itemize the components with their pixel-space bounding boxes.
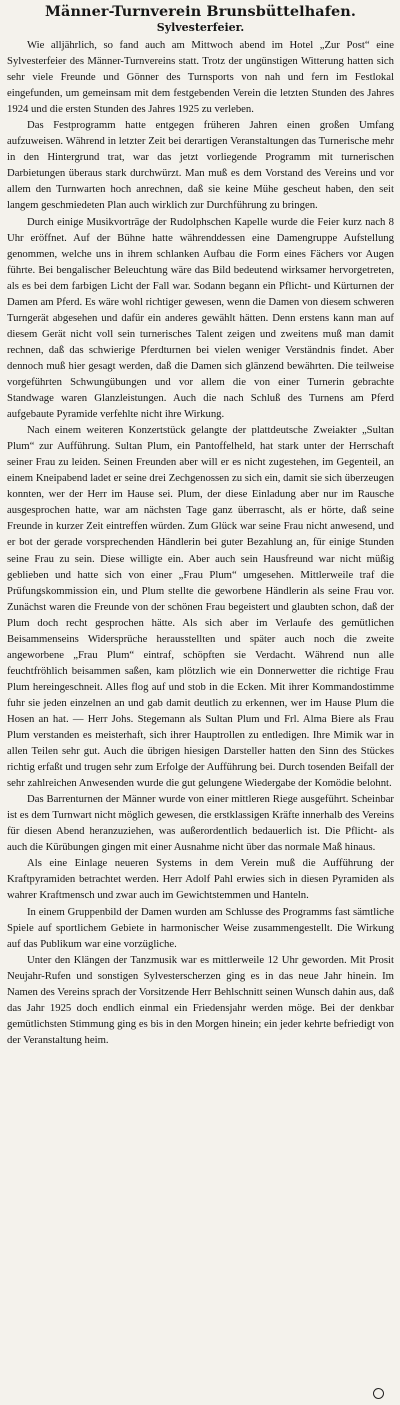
paragraph-bars: Das Barrenturnen der Männer wurde von einer mittleren Riege ausgeführt. Scheinbar ist es dem Turnwart nicht möglich gewesen, die erstklassigen Kräfte innerhalb des Vereins für diesen Abend heranzuziehen, was außerordentlich bedauerlich ist. Die Pflicht- als auch die Kürübungen gingen mit einer Ausnahme nicht über das normale Maß hinaus. <box>7 793 394 854</box>
article-body <box>7 37 394 1048</box>
article-subtitle: Sylvesterfeier. <box>156 21 245 34</box>
paragraph-group-picture: In einem Gruppenbild der Damen wurden am Schlusse des Programms fast sämtliche Spiele auf sportlichem Gebiete in harmonischer Weise zusammengestellt. Die Wirkung auf das Publikum war eine vorzügliche. <box>7 905 394 950</box>
end-mark-circle-icon <box>373 1388 384 1399</box>
article-title: Männer-Turnverein Brunsbüttelhafen. <box>45 3 356 20</box>
paragraph-pyramids: Als eine Einlage neueren Systems in dem Verein muß die Aufführung der Kraftpyramiden betrachtet werden. Herr Adolf Pahl erwies sich in diesen Pyramiden als wahrer Kraftmensch und zwar auch im Gewichtstemmen und Hanteln. <box>7 857 394 902</box>
paragraph-theater: Nach einem weiteren Konzertstück gelangte der plattdeutsche Zweiakter „Sultan Plum“ zur Aufführung. Sultan Plum, ein Pantoffelheld, hat stark unter der Herrschaft seiner Frau zu leiden. Seinen Freunden aber will er es nicht zugestehen, im Gegenteil, an einem Kneipabend ladet er seine drei Zechgenossen zu sich ein, damit sie sich überzeugen konnten, wer der Herr im Hause sei. Plum, der diese Einladung aber nur im Rausche ausgesprochen hatte, war am nächsten Tage ganz überrascht, als er hörte, daß seine Freunde in kurzer Zeit eintreffen würden. Zum Glück war seine Frau nicht anwesend, und er bot der gerade vorsprechenden Händlerin bei guter Bezahlung an, für einige Stunden seine Frau zu sein. Diese willigte ein. Aber auch sein Hausfreund war nicht müßig geblieben und hatte sich von einer „Frau Plum“ umgesehen. Mittlerweile traf die Prüfungskommission ein, und Plum stellte die geworbene Händlerin als seine Frau vor. Zunächst waren die Freunde von der schönen Frau begeistert und glaubten schon, daß der Plum doch recht gesprochen hätte. Als sich aber im Verlaufe des gemütlichen Beisammenseins Widersprüche herausstellten und später auch noch die zweite angeworbene „Frau Plum“ eintraf, schöpften sie Verdacht. Während nun alle feuchtfröhlich beisammen saßen, kam plötzlich wie ein Donnerwetter die richtige Frau Plum hereingeschneit. Alles flog auf und stob in die Ecken. Mit ihrer Kommandostimme fuhr sie jeden einzelnen an und gab damit deutlich zu erkennen, wer im Hause Plum die Hosen an hat. — Herr Johs. Stegemann als Sultan Plum und Frl. Alma Biere als Frau Plum verstanden es meisterhaft, sich ihrer Hauptrollen zu entledigen. Ihre Mimik war in allen Teilen sehr gut. Auch die übrigen hiesigen Darsteller hatten den Sinn des Stückes richtig erfaßt und trugen sehr zum Erfolge der Aufführung bei. Durch tosenden Beifall der sehr zahlreichen Anwesenden wurde die gut gelungene Wiedergabe der Komödie belohnt. <box>7 424 394 790</box>
paragraph-intro: Wie alljährlich, so fand auch am Mittwoch abend im Hotel „Zur Post“ eine Sylvesterfeier des Männer-Turnvereins statt. Trotz der ungünstigen Witterung hatten sich sehr viele Freunde und Gönner des Turnsports von nah und fern im Festlokal eingefunden, um gemeinsam mit dem festgebenden Verein die letzten Stunden des Jahres 1924 und die ersten Stunden des Jahres 1925 zu verleben. <box>7 39 394 116</box>
paragraph-gymnastics: Durch einige Musikvorträge der Rudolphschen Kapelle wurde die Feier kurz nach 8 Uhr eröffnet. Auf der Bühne hatte währenddessen eine Damengruppe Aufstellung genommen, welche uns in ihrem schlanken Aufbau die Form eines Fächers vor Augen führte. Bei bengalischer Beleuchtung wäre das Bild bedeutend wirksamer hervorgetreten, als es bei dem farbigen Licht der Fall war. Sodann begann ein Pflicht- und Kürturnen der Damen am Pferd. Es wäre wohl richtiger gewesen, wenn die Damen von diesem schweren Turngerät abgesehen und dafür ein anderes gewählt hätten. Denn erstens kann man auf diesem Gerät nicht voll sein turnerisches Talent zeigen und zweitens muß man damit rechnen, daß das schwierige Pferdturnen bei vielen weniger Verständnis findet. Aber dennoch muß hier gesagt werden, daß die Damen sich glänzend bewährten. Die teilweise vorgeführten Schwungübungen und vor allem die von einer Turnerin gebrachte Standwage waren Glanzleistungen. Auch die nach Schluß des Turnens am Pferd aufgebaute Pyramide verfehlte nicht ihre Wirkung. <box>7 215 394 421</box>
paragraph-new-year: Unter den Klängen der Tanzmusik war es mittlerweile 12 Uhr geworden. Mit Prosit Neujahr-Rufen und sonstigen Sylvesterscherzen ging es in das neue Jahr hinein. Im Namen des Vereins sprach der Vorsitzende Herr Behlschnitt seinen Wunsch dahin aus, daß das Jahr 1925 doch endlich einmal ein Friedensjahr werden möge. Bei der denkbar gemütlichsten Stimmung ging es bis in den Morgen hinein; ein jeder kehrte befriedigt von der Veranstaltung heim. <box>7 953 394 1046</box>
paragraph-program: Das Festprogramm hatte entgegen früheren Jahren einen großen Umfang aufzuweisen. Während in letzter Zeit bei derartigen Veranstaltungen das Turnerische mehr in den Hintergrund trat, war das jetzt vorliegende Programm mit turnerischen Darbietungen überaus stark durchwürzt. Man muß es dem Vorstand des Vereins und vor allem den Turnwarten hoch anrechnen, daß sie keine Mühe gescheut haben, den seit langem geschmiedeten Plan auch wirklich zur Durchführung zu bringen. <box>7 119 394 212</box>
